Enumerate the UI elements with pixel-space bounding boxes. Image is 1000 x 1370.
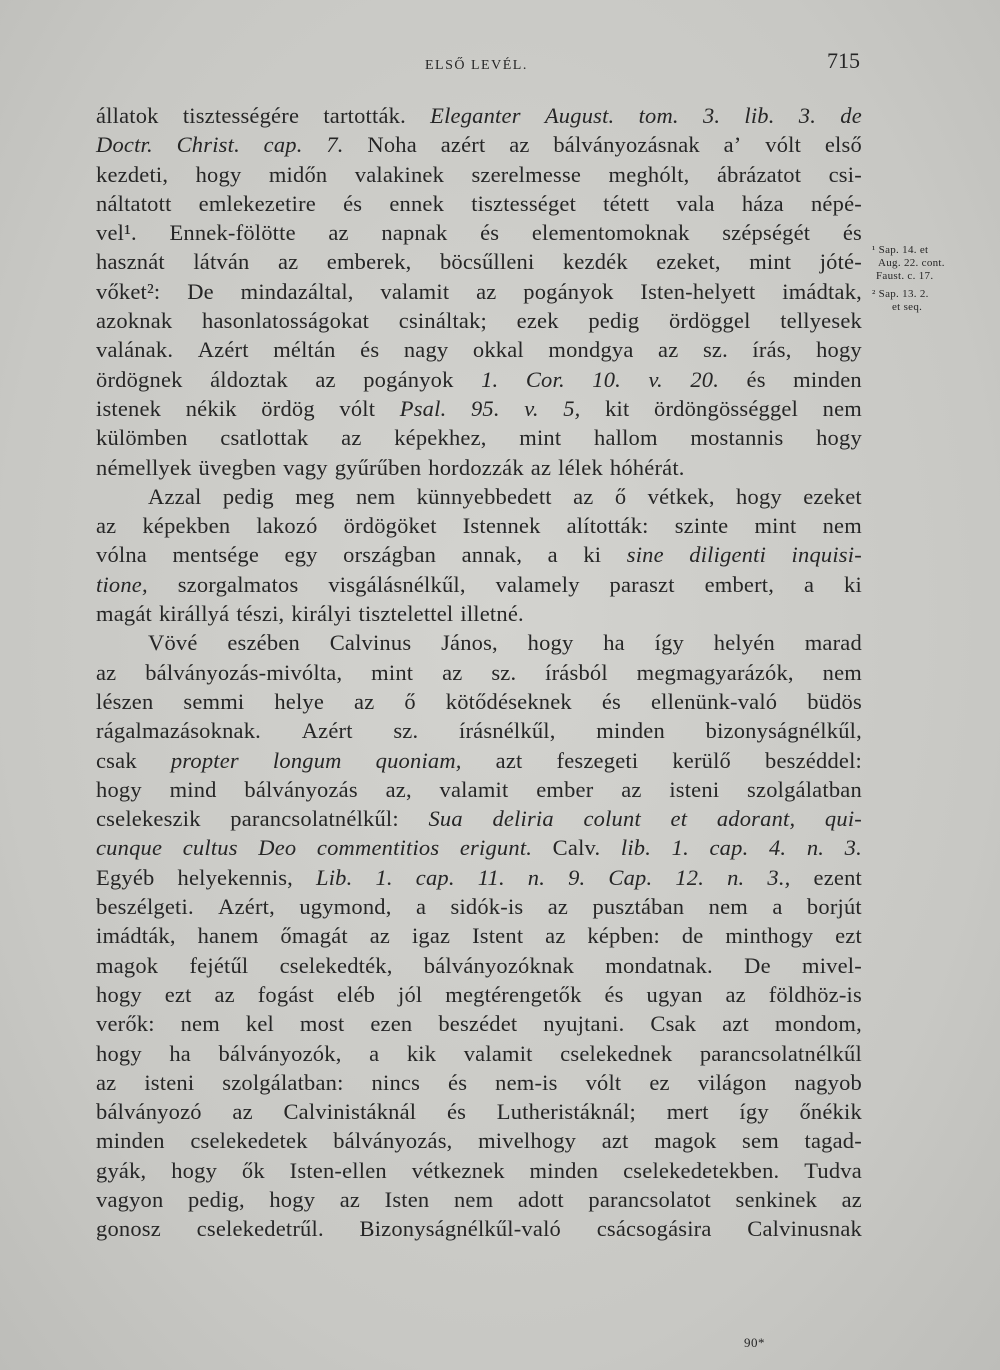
marginal-note-2 [872, 288, 992, 314]
text-line: tione, szorgalmatos visgálásnélkűl, valamely paraszt embert, a ki [96, 571, 862, 597]
text-line: csak propter longum quoniam, azt feszegeti kerülő beszéddel: [96, 747, 862, 773]
text-line: Azzal pedig meg nem künnyebbedett az ő vétkek, hogy ezeket [148, 483, 862, 509]
text-line: imádták, hanem őmagát az igaz Istent az képben: de minthogy ezt [96, 923, 862, 949]
text-line: istenek nékik ördög vólt Psal. 95. v. 5, kit ördöngösséggel nem [96, 395, 862, 421]
text-line: némellyek üvegben vagy gyűrűben hordozzák az lélek hóhérát. [96, 454, 685, 480]
text-line: külömben csatlottak az képekhez, mint hallom mostannis hogy [96, 425, 862, 451]
text-line: hogy mind bálványozás az, valamit ember az isteni szolgálatban [96, 776, 862, 802]
marginal-note-line: ² Sap. 13. 2. [872, 288, 929, 300]
text-line: verők: nem kel most ezen beszédet nyujtani. Csak azt mondom, [96, 1011, 862, 1037]
text-line: magát királlyá tészi, királyi tisztelettel illetné. [96, 601, 524, 627]
text-line: gonosz cselekedetrűl. Bizonyságnélkűl-való csácsogásira Calvinusnak [96, 1216, 862, 1242]
marginal-note-line: et seq. [892, 301, 923, 313]
text-line: vel¹. Ennek-fölötte az napnak és elementomoknak szépségét és [96, 220, 862, 246]
text-line: az bálványozás-mivólta, mint az sz. írásból megmagyarázók, nem [96, 659, 862, 685]
text-line: magok fejétűl cselekedték, bálványozóknak mondatnak. De mivel- [96, 952, 862, 978]
text-line: minden cselekedetek bálványozás, mivelhogy azt magok sem tagad- [96, 1128, 862, 1154]
marginal-note-line: ¹ Sap. 14. et [872, 244, 929, 256]
text-line: az isteni szolgálatban: nincs és nem-is vólt ez világon nagyob [96, 1069, 862, 1095]
text-line: Vövé eszében Calvinus János, hogy ha így helyén marad [148, 630, 862, 656]
signature-mark: 90* [744, 1335, 765, 1350]
marginal-note-line: Faust. c. 17. [876, 270, 934, 282]
text-line: rágalmazásoknak. Azért sz. írásnélkűl, minden bizonyságnélkűl, [96, 718, 862, 744]
text-line: cselekeszik parancsolatnélkűl: Sua deliria colunt et adorant, qui- [96, 806, 862, 832]
text-line: kezdeti, hogy midőn valakinek szerelmesse meghólt, ábrázatot csi- [96, 161, 862, 187]
text-line: vőket²: De mindazáltal, valamit az pogányok Isten-helyett imádtak, [96, 278, 862, 304]
running-header-title: ELSŐ LEVÉL. [425, 58, 528, 73]
text-line: hogy ha bálványozók, a kik valamit cselekednek parancsolatnélkűl [96, 1040, 862, 1066]
text-line: valának. Azért méltán és nagy okkal mondgya az sz. írás, hogy [96, 337, 862, 363]
page-number: 715 [827, 48, 860, 73]
text-line: beszélgeti. Azért, ugymond, a sidók-is az pusztában nem a borjút [96, 894, 862, 920]
marginal-note-line: Aug. 22. cont. [878, 257, 945, 269]
text-line: hasznát látván az emberek, böcsűlleni kezdék ezeket, mint jóté- [96, 249, 862, 275]
text-line: cunque cultus Deo commentitios erigunt. Calv. lib. 1. cap. 4. n. 3. [96, 835, 862, 861]
text-line: gyák, hogy ők Isten-ellen vétkeznek minden cselekedetekben. Tudva [96, 1157, 862, 1183]
text-line: azoknak hasonlatosságokat csináltak; ezek pedig ördöggel tellyesek [96, 308, 862, 334]
text-line: állatok tisztességére tartották. Eleganter August. tom. 3. lib. 3. de [96, 103, 862, 128]
text-line: bálványozó az Calvinistáknál és Lutheristáknál; mert így őnékik [96, 1099, 862, 1125]
text-line: Egyéb helyekennis, Lib. 1. cap. 11. n. 9. Cap. 12. n. 3., ezent [96, 864, 862, 890]
text-line: lészen semmi helye az ő kötődéseknek és ellenünk-való büdös [96, 688, 862, 714]
text-line: vólna mentsége egy országban annak, a ki sine diligenti inquisi- [96, 542, 862, 568]
text-line: náltatott emlekezetire és ennek tisztességet tétett vala háza népé- [96, 190, 862, 216]
text-line: Doctr. Christ. cap. 7. Noha azért az bálványozásnak a’ vólt első [96, 132, 862, 158]
text-line: ördögnek áldoztak az pogányok 1. Cor. 10. v. 20. és minden [96, 366, 862, 392]
text-line: vagyon pedig, hogy az Isten nem adott parancsolatot senkinek az [96, 1186, 862, 1212]
text-line: hogy ezt az fogást eléb jól megtérengetők és ugyan az földhöz-is [96, 981, 862, 1007]
marginal-note-1 [872, 244, 992, 283]
text-line: az képekben lakozó ördögöket Istennek alították: szinte mint nem [96, 513, 862, 539]
body-text [96, 101, 862, 1244]
